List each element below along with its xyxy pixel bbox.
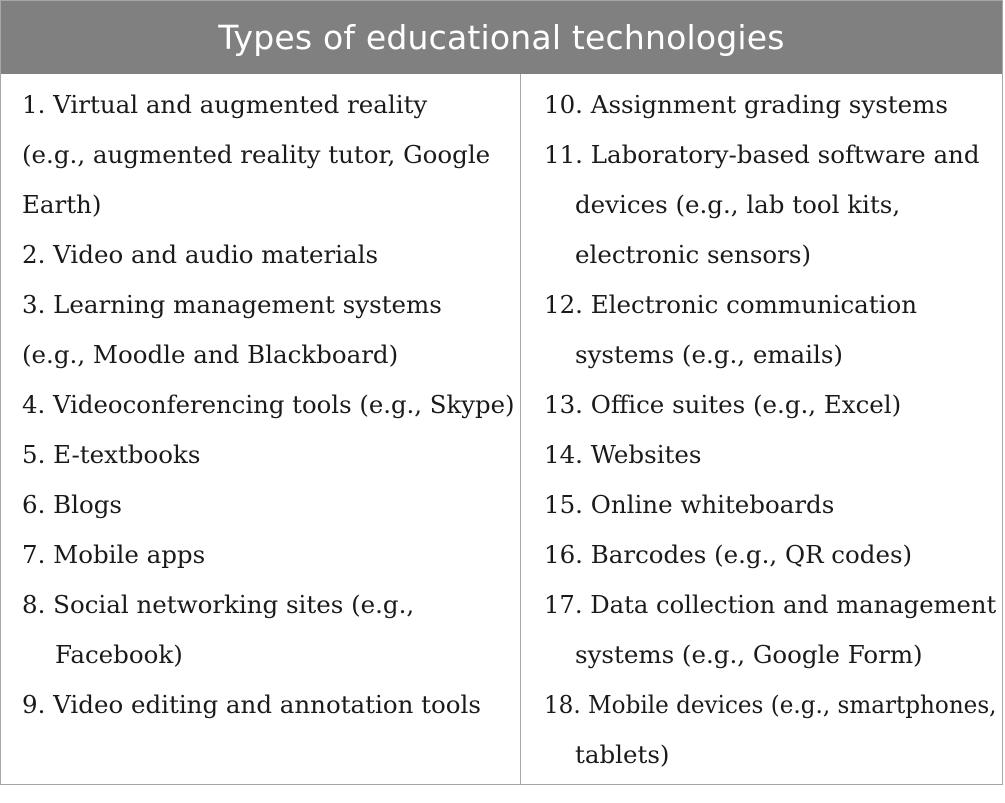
list-item-continuation: tablets) [575,740,670,769]
table-title: Types of educational technologies [218,18,785,57]
list-item-continuation: Facebook) [55,640,183,669]
left-column [1,74,521,784]
list-item-continuation: devices (e.g., lab tool kits, [575,190,901,219]
list-item: 9. Video editing and annotation tools [22,690,481,719]
list-item-continuation: systems (e.g., emails) [575,340,843,369]
list-item: 1. Virtual and augmented reality [22,90,428,119]
list-item: 17. Data collection and management [544,590,997,619]
list-item-continuation: (e.g., augmented reality tutor, Google [22,140,491,169]
right-column [522,74,1002,784]
list-item: 8. Social networking sites (e.g., [22,590,415,619]
list-item: 12. Electronic communication [544,290,917,319]
list-item: 10. Assignment grading systems [544,90,948,119]
list-item: 7. Mobile apps [22,540,206,569]
list-item: 4. Videoconferencing tools (e.g., Skype) [22,390,515,419]
list-item-continuation: systems (e.g., Google Form) [575,640,923,669]
list-item: 5. E-textbooks [22,440,201,469]
list-item: 11. Laboratory-based software and [544,140,980,169]
list-item: 6. Blogs [22,490,123,519]
list-item: 13. Office suites (e.g., Excel) [544,390,902,419]
list-item-continuation: (e.g., Moodle and Blackboard) [22,340,399,369]
table-header [1,1,1002,74]
list-item: 3. Learning management systems [22,290,442,319]
list-item: 2. Video and audio materials [22,240,379,269]
list-item: 14. Websites [544,440,702,469]
list-item-continuation: Earth) [22,190,102,219]
list-item: 15. Online whiteboards [544,490,835,519]
list-item: 18. Mobile devices (e.g., smartphones, [544,690,997,719]
list-item-continuation: electronic sensors) [575,240,812,269]
list-item: 16. Barcodes (e.g., QR codes) [544,540,913,569]
